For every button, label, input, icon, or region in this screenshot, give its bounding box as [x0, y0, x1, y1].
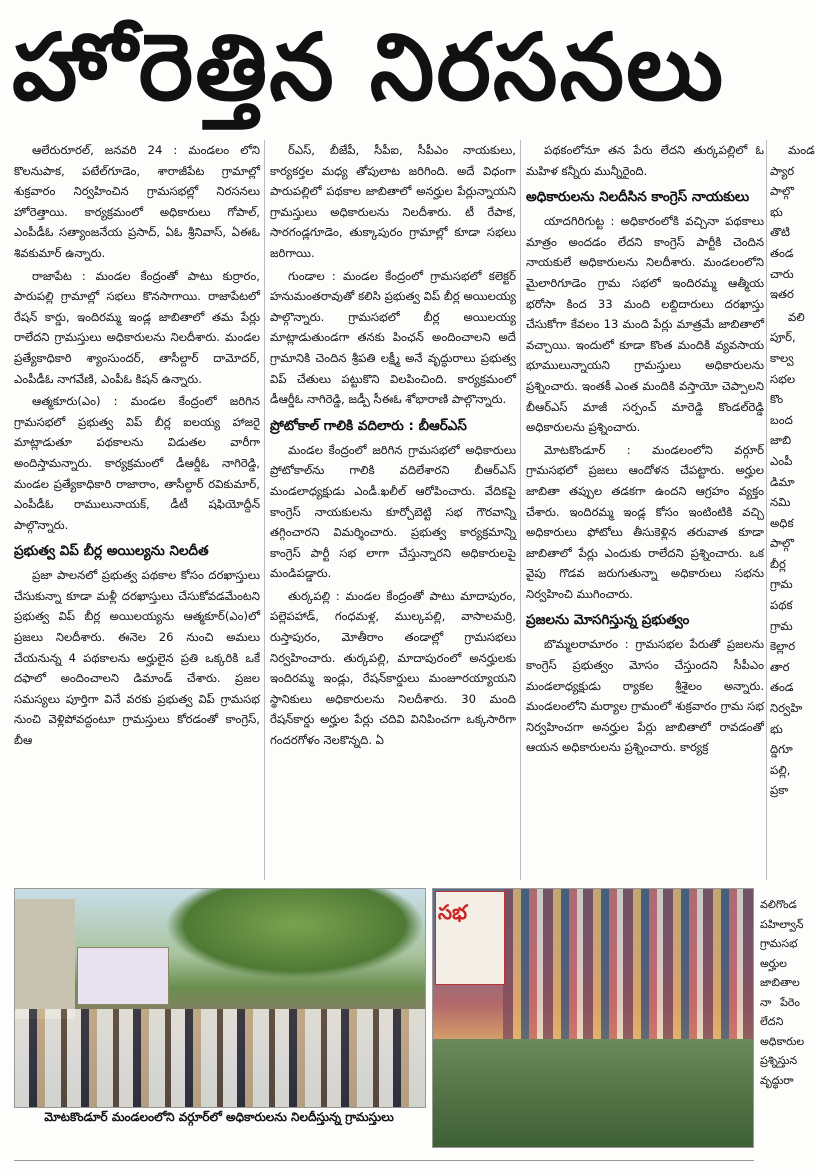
banner-shape [77, 947, 169, 1005]
column-divider [520, 140, 521, 880]
article-column-3 [526, 140, 764, 880]
paragraph: యాదగిరిగుట్ట : అధికారంలోకి వచ్చినా పథకాలు మాత్రం అందడం లేదని కాంగ్రెస్ పార్టీకి చెందిన నాయకులే అధికారులను నిలదీశారు. మండలంలోని మైలారిగూడెం గ్రామ సభలో ఇందిరమ్మ ఆత్మీయ భరోసా కింద 33 మంది లబ్దిదారులు దరఖాస్తు చేసుకోగా కేవలం 13 మంది పేర్లు మాత్రమే జాబితాలో వచ్చాయి. ఇందులో కూడా కొంత మందికి వ్యవసాయ భూములున్నాయని గ్రామస్తులు అధికారులను ప్రశ్నించారు. ఇంతకీ ఎంత మందికి వస్తాయో చెప్పాలని బీఆర్ఎస్ మాజీ సర్పంచ్ మారెడ్డి కొండల్‌రెడ్డి అధికారులను ప్రశ్నించారు. [526, 214, 764, 435]
paragraph: ర్‌ఎస్, బీజేపీ, సీపీఐ, సీపీఎం నాయకులు, కార్యకర్తల మధ్య తోపులాట జరిగింది. అదే విధంగా పారుపల్లిలో పథకాల జాబితాలో అనర్హుల పేర్లున్నాయని గ్రామస్తులు అధికారులను నిలదీశారు. టీ రేపాక, సారగండ్లగూడెం, తుక్కాపురం గ్రామాల్లో కూడా సభలు జరిగాయి. [270, 143, 516, 260]
article-column-2 [270, 140, 516, 880]
paragraph: ప్రజా పాలనలో ప్రభుత్వ పథకాల కోసం దరఖాస్తులు చేసుకున్నా కూడా మళ్లీ దరఖాస్తులు చేసుకోవడమేంటని ప్రభుత్వ విప్ బీర్ల అయిలయ్యను ఆత్మకూర్(ఎం)లో ప్రజలు నిలదీశారు. ఈనెల 26 నుంచి అమలు చేయనున్న 4 పథకాలను అర్హులైన ప్రతి ఒక్కరికి ఒకే దఫాలో అందించాలని డిమాండ్ చేశారు. ప్రజల సమస్యలు పూర్తిగా వినే వరకు ప్రభుత్వ విప్ గ్రామసభ నుంచి వెళ్లిపోవద్దంటూ గ్రామస్తులు కోరడంతో కాంగ్రెస్, బీఆ [14, 568, 260, 748]
column-divider [264, 140, 265, 880]
subheading: ప్రజలను మోసగిస్తున్న ప్రభుత్వం [526, 612, 690, 629]
paragraph: వలి పూర్, కాల్వ సభల కొం బంద జాబి ఎంపీ డిమా నమి అధిక పాల్గొ బీర్ల గ్రామ పథక గ్రామ కెల్లార తార తండ నిర్వహి భు ద్డిగూ పల్లి, ప్రకా [770, 309, 805, 798]
paragraph: రాజాపేట : మండల కేంద్రంతో పాటు కుర్రారం, పారుపల్లి గ్రామాల్లో సభలు కొనసాగాయి. రాజాపేటలో రేషన్ కార్డు, ఇందిరమ్మ ఇండ్ల జాబితాలో తమ పేర్లు రాలేదని గ్రామస్తులు అధికారులను నిలదీశారు. మండల ప్రత్యేకాధికారి శ్యాంసుందర్, తాసీల్దార్ దామోదర్, ఎంపీడీఓ నాగవేణి, ఎంపీఓ కిషన్ ఉన్నారు. [14, 268, 260, 386]
paragraph: ఆలేరురూరల్, జనవరి 24 : మండలం లోని కొలనుపాక, పటేల్‌గూడెం, శారాజీపేట గ్రామాల్లో శుక్రవారం నిర్వహించిన గ్రామసభల్లో నిరసనలు హోరెత్తాయి. కార్యక్రమంలో అధికారులు గోపాల్, ఎంపీడీఓ సత్యాంజనేయ ప్రసాద్, ఏఓ శ్రీనివాస్, ఏఈఓ శివకుమార్ ఉన్నారు. [14, 143, 260, 260]
news-photo-village-meeting [14, 888, 426, 1108]
paragraph: తుర్కపల్లి : మండల కేంద్రంతో పాటు మాదాపురం, పల్లెపహాడ్, గంధమళ్ల, ముల్కపల్లి, వాసాలమర్రి, రుస్తాపురం, మోతీరాం తండాల్లో గ్రామసభలు నిర్వహించారు. తుర్కపల్లి, మాదాపురంలో అనర్హులకు ఇందిరమ్మ ఇండ్లు, రేషన్‌కార్డులు మంజూరయ్యాయని స్థానికులు అధికారులను నిలదీశారు. 30 మంది రేషన్‌కార్డు అర్హుల పేర్లు చదివి వినిపించగా ఒక్కసారిగా గందరగోళం నెలకొన్నది. ఏ [270, 588, 516, 748]
sign-text: సభ [438, 900, 468, 924]
article-column-5-cropped [760, 895, 805, 1150]
subheading: ప్రభుత్వ విప్ బీర్ల అయిల్యను నిలదీత [14, 543, 209, 560]
bottom-rule [14, 1160, 754, 1161]
paragraph: ఆత్మకూరు(ఎం) : మండల కేంద్రంలో జరిగిన గ్రామసభలో ప్రభుత్వ విప్ బీర్ల ఐలయ్య హాజరై మాట్లాడుతూ పథకాలను విడుతల వారీగా అందిస్తామన్నారు. కార్యక్రమంలో డీఆర్డీఓ నాగిరెడ్డి, మండల ప్రత్యేకాధికారి రాజారాం, తాసీల్దార్ రవికుమార్, ఎంపీడీఓ రాములునాయక్, డీటీ షఫియోద్దీన్ పాల్గొన్నారు. [14, 394, 260, 532]
paragraph: మోటకొండూర్ : మండలంలోని వర్గూర్ గ్రామసభలో ప్రజలు ఆందోళన చేపట్టారు. అర్హుల జాబితా తప్పుల తడకగా ఉందని ఆగ్రహం వ్యక్తం చేశారు. ఇందిరమ్మ ఇండ్ల కోసం ఇంటింటికి వచ్చి అధికారులు ఫోటోలు తీసుకెళ్లిన తరువాత కూడా జాబితాలో పేర్లు ఎందుకు రాలేదని ప్రశ్నించారు. ఒక వైపు గొడవ జరుగుతున్నా అధికారులు సభను నిర్వహించి ముగించారు. [526, 442, 764, 601]
news-photo-grama-sabha [432, 888, 754, 1148]
grama-sabha-sign [435, 891, 505, 985]
photo-caption: మోటకొండూర్ మండలంలోని వర్గూర్‌లో అధికారులను నిలదీస్తున్న గ్రామస్తులు [44, 1110, 394, 1124]
ground-shape [433, 1039, 753, 1147]
paragraph: పథకంలోనూ తన పేరు లేదని తుర్కపల్లిలో ఓ మహిళ కన్నీరు మున్నీరైంది. [526, 143, 764, 178]
paragraph: గుండాల : మండల కేంద్రంలో గ్రామసభలో కలెక్టర్ హనుమంతరావుతో కలిసి ప్రభుత్వ విప్ బీర్ల అయిలయ్య పాల్గొన్నారు. గ్రామసభలో బీర్ల అయిలయ్య మాట్లాడుతుండగా తనకు పింఛన్ అందించాలని అదే గ్రామానికి చెందిన శ్రీపతి లక్ష్మీ అనే వృద్ధురాలు ప్రభుత్వ విప్ చేతులు పట్టుకొని విలపించింది. కార్యక్రమంలో డీఆర్డీఓ నాగిరెడ్డి, జడ్పీ సీఈఓ శోభారాణి పాల్గొన్నారు. [270, 268, 516, 407]
subheading: అధికారులను నిలదీసిన కాంగ్రెస్ నాయకులు [526, 189, 750, 206]
crowd-shape [15, 1009, 425, 1107]
paragraph: వలిగొండ పహిల్వాన్ గ్రామసభ అర్హుల జాబితాల నా పేరెం లేదని అధికారుల ప్రశ్నిస్తున వృద్ధురా [760, 898, 805, 1087]
article-column-4-cropped [770, 140, 815, 880]
crowd-shape [503, 889, 753, 1039]
paragraph: మండ ప్యార పాల్గొ భు తొటి తండ చారు ఇతర [770, 143, 815, 302]
tree-shape [165, 889, 425, 979]
subheading: ప్రోటోకాల్ గాలికి వదిలారు : బీఆర్ఎస్ [270, 417, 467, 434]
paragraph: బొమ్మలరామారం : గ్రామసభల పేరుతో ప్రజలను కాంగ్రెస్ ప్రభుత్వం మోసం చేస్తుందని సీపీఎం మండలాధ్యక్షుడు ర్యాకల శ్రీశైలం అన్నారు. మండలంలోని మర్యాల గ్రామంలో శుక్రవారం గ్రామ సభ నిర్వహించగా అనర్హుల పేర్లు జాబితాలో రావడంతో ఆయన అధికారులను ప్రశ్నించారు. కార్యక్ర [526, 637, 764, 755]
column-divider [766, 140, 767, 880]
building-shape [15, 899, 75, 1019]
headline: హోరెత్తిన నిరసనలు [12, 13, 726, 121]
paragraph: మండల కేంద్రంలో జరిగిన గ్రామసభలో అధికారులు ప్రోటోకాల్‌ను గాలికి వదిలేశారని బీఆర్ఎస్ మండలాధ్యక్షుడు ఎండీ.ఖలీల్ ఆరోపించారు. వేదికపై కాంగ్రెస్ నాయకులను కూర్చోబెట్టి సభ గౌరవాన్ని తగ్గించారని విమర్శించారు. ప్రభుత్వ కార్యక్రమాన్ని కాంగ్రెస్ పార్టీ సభ లాగా చేస్తున్నారని అధికారులపై మండిపడ్డారు. [270, 442, 516, 581]
article-column-1 [14, 140, 260, 880]
